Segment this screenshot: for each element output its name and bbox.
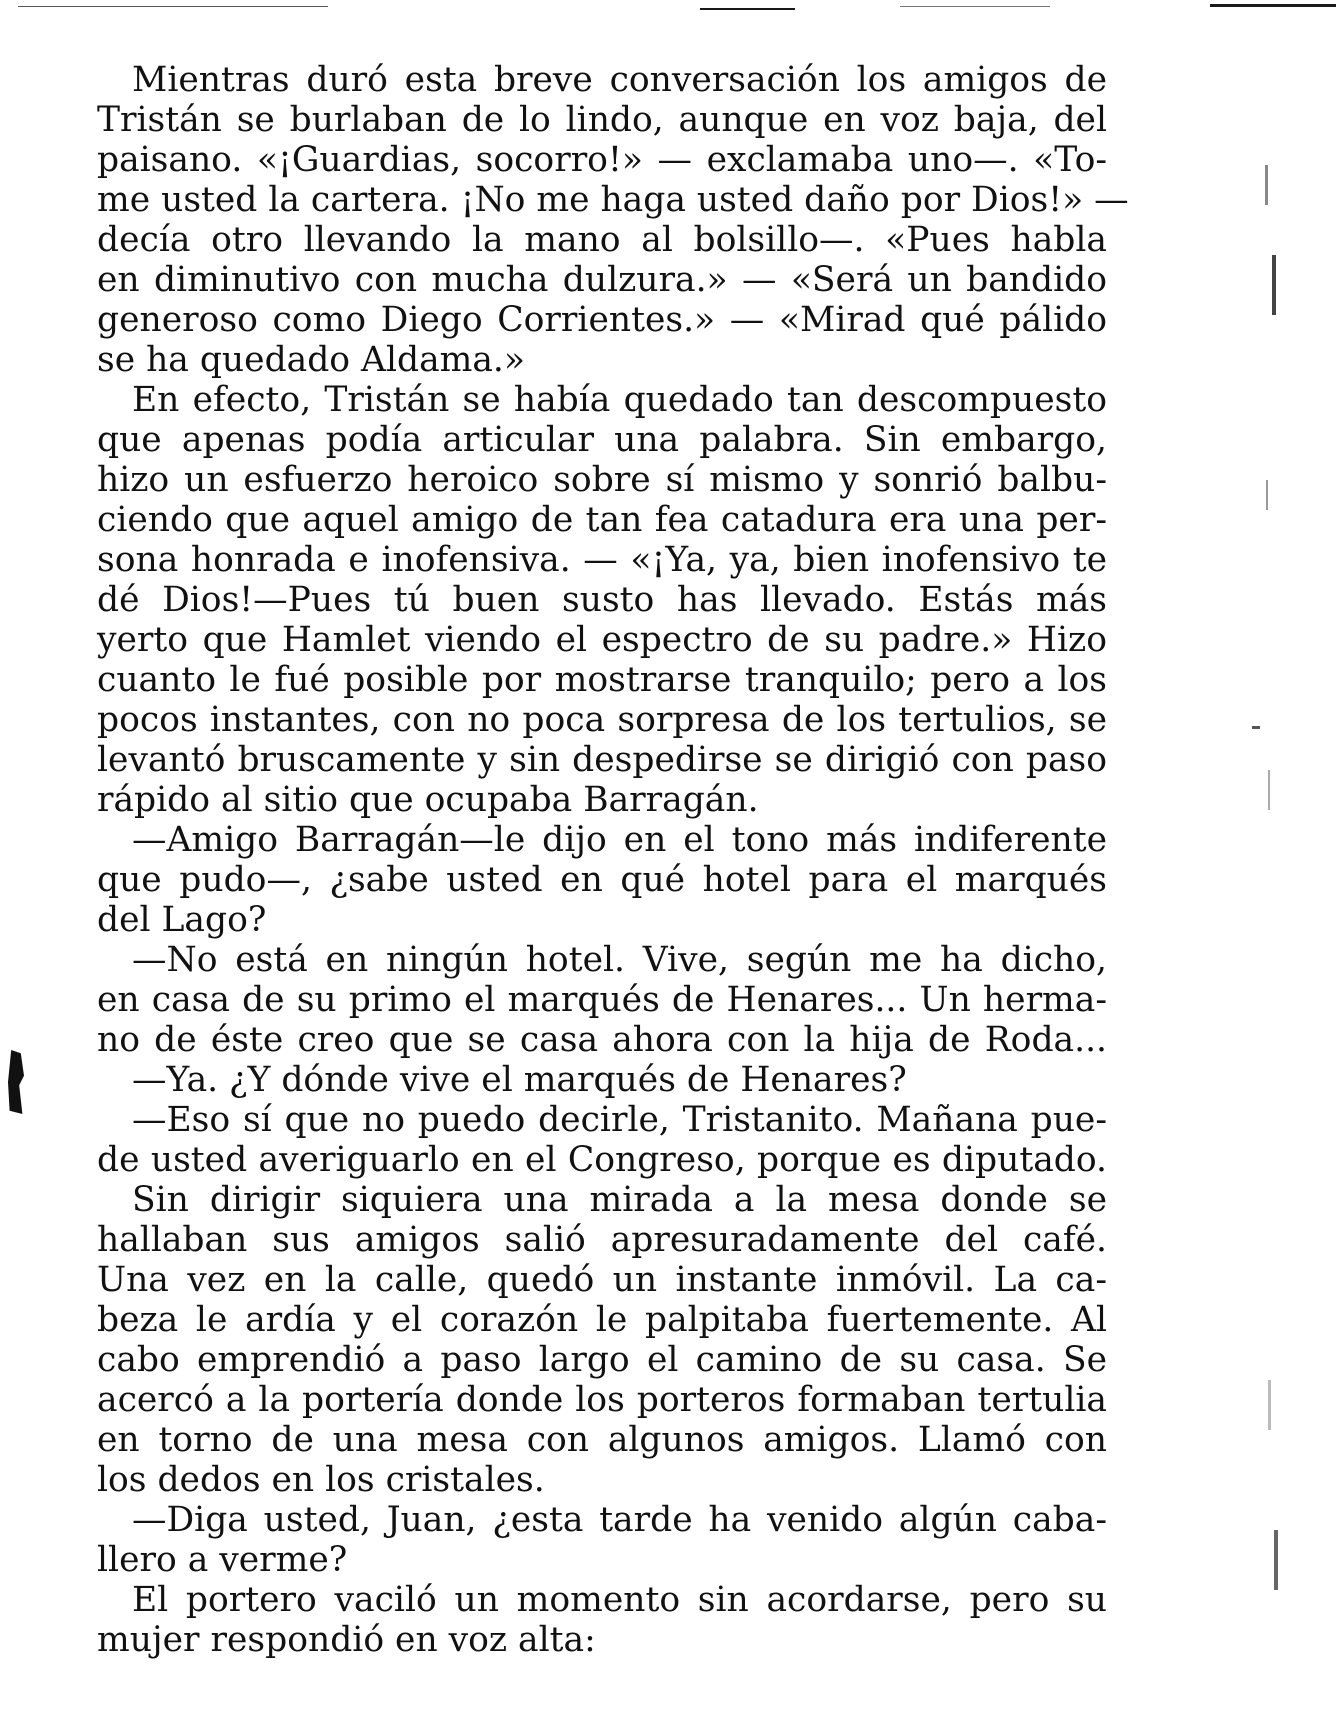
paragraph bbox=[97, 60, 1129, 380]
text-line: de usted averiguarlo en el Congreso, porque es diputado. bbox=[97, 1140, 1107, 1180]
top-rule-right bbox=[900, 6, 1050, 7]
text-line: cuanto le fué posible por mostrarse tranquilo; pero a los bbox=[97, 660, 1107, 700]
text-line: llero a verme? bbox=[97, 1540, 348, 1580]
ink-speck bbox=[1268, 1380, 1271, 1430]
margin-ink-mark bbox=[8, 1050, 24, 1114]
top-rule-left bbox=[18, 6, 328, 7]
text-line: Mientras duró esta breve conversación los amigos de bbox=[132, 60, 1107, 100]
text-line: que pudo—, ¿sabe usted en qué hotel para el marqués bbox=[97, 860, 1107, 900]
body-text bbox=[97, 60, 1129, 1660]
paragraph bbox=[97, 940, 1107, 1060]
top-rule-center bbox=[700, 8, 795, 10]
text-line: me usted la cartera. ¡No me haga usted daño por Dios!» — bbox=[97, 180, 1129, 220]
text-line: —Ya. ¿Y dónde vive el marqués de Henares? bbox=[132, 1060, 907, 1100]
text-line: en diminutivo con mucha dulzura.» — «Será un bandido bbox=[97, 260, 1107, 300]
paragraph bbox=[97, 1500, 1107, 1580]
text-line: acercó a la portería donde los porteros formaban tertulia bbox=[97, 1380, 1107, 1420]
text-line: sona honrada e inofensiva. — «¡Ya, ya, bien inofensivo te bbox=[97, 540, 1107, 580]
text-line: —Eso sí que no puedo decirle, Tristanito. Mañana pue- bbox=[132, 1100, 1107, 1140]
paragraph bbox=[97, 380, 1107, 820]
ink-speck bbox=[1274, 1530, 1278, 1590]
text-line: Sin dirigir siquiera una mirada a la mesa donde se bbox=[132, 1180, 1107, 1220]
text-line: mujer respondió en voz alta: bbox=[97, 1620, 596, 1660]
text-line: hizo un esfuerzo heroico sobre sí mismo y sonrió balbu- bbox=[97, 460, 1107, 500]
text-line: del Lago? bbox=[97, 900, 267, 940]
text-line: —No está en ningún hotel. Vive, según me ha dicho, bbox=[132, 940, 1107, 980]
text-line: que apenas podía articular una palabra. Sin embargo, bbox=[97, 420, 1107, 460]
text-line: beza le ardía y el corazón le palpitaba fuertemente. Al bbox=[97, 1300, 1107, 1340]
text-line: se ha quedado Aldama.» bbox=[97, 340, 525, 380]
text-line: generoso como Diego Corrientes.» — «Mirad qué pálido bbox=[97, 300, 1107, 340]
paragraph bbox=[97, 820, 1107, 940]
text-line: yerto que Hamlet viendo el espectro de su padre.» Hizo bbox=[97, 620, 1107, 660]
text-line: decía otro llevando la mano al bolsillo—. «Pues habla bbox=[97, 220, 1107, 260]
paragraph bbox=[97, 1180, 1107, 1500]
paragraph bbox=[97, 1580, 1107, 1660]
text-line: cabo emprendió a paso largo el camino de su casa. Se bbox=[97, 1340, 1107, 1380]
text-line: —Diga usted, Juan, ¿esta tarde ha venido algún caba- bbox=[132, 1500, 1107, 1540]
text-line: dé Dios!—Pues tú buen susto has llevado. Estás más bbox=[97, 580, 1107, 620]
top-rule-edge bbox=[1210, 4, 1336, 7]
ink-speck bbox=[1272, 255, 1276, 315]
text-line: en torno de una mesa con algunos amigos. Llamó con bbox=[97, 1420, 1107, 1460]
text-line: Tristán se burlaban de lo lindo, aunque en voz baja, del bbox=[97, 100, 1107, 140]
text-line: paisano. «¡Guardias, socorro!» — exclamaba uno—. «To- bbox=[97, 140, 1107, 180]
text-line: en casa de su primo el marqués de Henares... Un herma- bbox=[97, 980, 1107, 1020]
text-line: Una vez en la calle, quedó un instante inmóvil. La ca- bbox=[97, 1260, 1107, 1300]
text-line: ciendo que aquel amigo de tan fea catadura era una per- bbox=[97, 500, 1107, 540]
text-line: pocos instantes, con no poca sorpresa de los tertulios, se bbox=[97, 700, 1107, 740]
text-line: En efecto, Tristán se había quedado tan descompuesto bbox=[132, 380, 1107, 420]
text-line: levantó bruscamente y sin despedirse se dirigió con paso bbox=[97, 740, 1107, 780]
text-line: los dedos en los cristales. bbox=[97, 1460, 545, 1500]
text-line: rápido al sitio que ocupaba Barragán. bbox=[97, 780, 759, 820]
text-line: hallaban sus amigos salió apresuradamente del café. bbox=[97, 1220, 1107, 1260]
ink-speck bbox=[1252, 726, 1260, 729]
ink-speck bbox=[1266, 480, 1268, 510]
paragraph bbox=[97, 1100, 1107, 1180]
paragraph bbox=[97, 1060, 1107, 1100]
text-line: El portero vaciló un momento sin acordarse, pero su bbox=[132, 1580, 1107, 1620]
text-line: no de éste creo que se casa ahora con la hija de Roda... bbox=[97, 1020, 1107, 1060]
ink-speck bbox=[1265, 165, 1268, 205]
ink-speck bbox=[1268, 770, 1270, 810]
text-line: —Amigo Barragán—le dijo en el tono más indiferente bbox=[132, 820, 1107, 860]
